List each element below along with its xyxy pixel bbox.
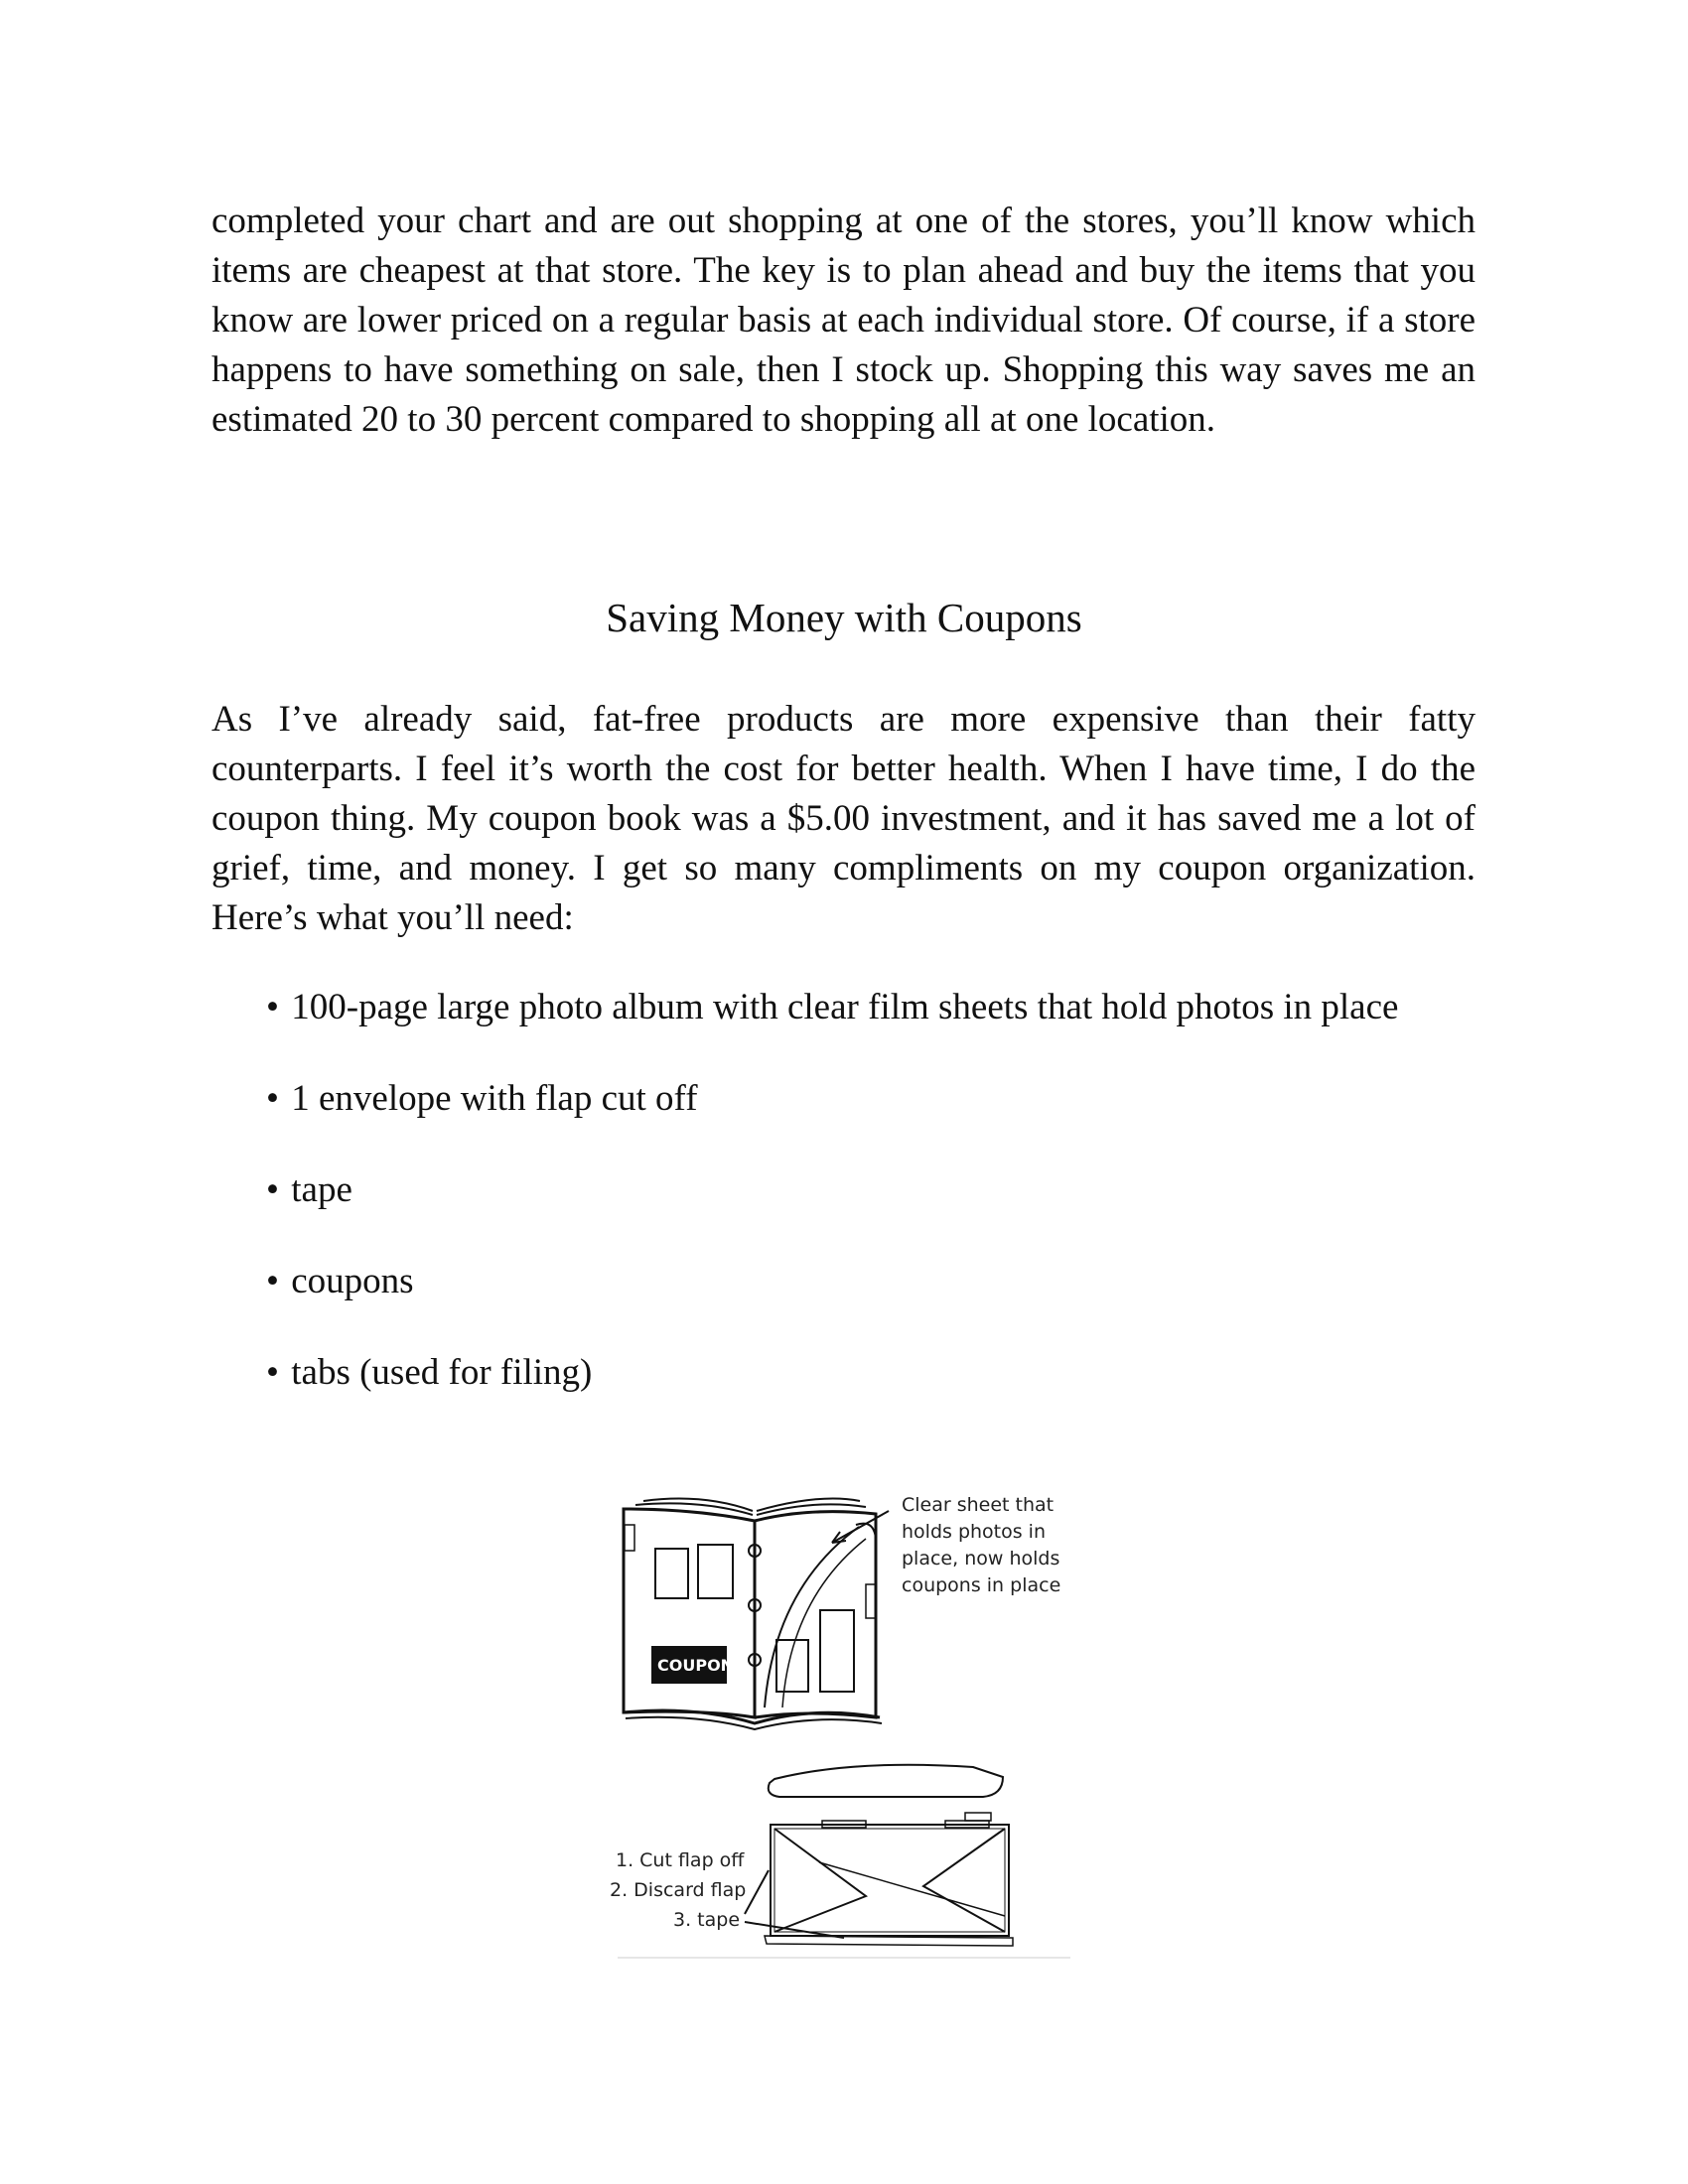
envelope-drawing [745,1765,1013,1946]
envelope-step-3: 3. tape [673,1909,741,1931]
intro-paragraph: completed your chart and are out shopping at one of the stores, you’ll know which items are cheapest at that store. The key is to plan ahead and buy the items that you know are lower priced on a regular basis at each individual store. Of course, if a store happens to have something on sale, then I stock up. Shopping this way saves me an estimated 20 to 30 percent compared to shopping all at one location. [211,201,1476,440]
supplies-list [254,983,1476,1439]
album-callout-line-1: Clear sheet that [902,1494,1055,1516]
list-item [254,1074,1476,1124]
list-item-text: tabs (used for filing) [291,1352,593,1393]
list-item [254,1348,1476,1398]
list-item-text: tape [291,1169,352,1210]
list-item [254,983,1476,1032]
list-item-text: 100-page large photo album with clear film sheets that hold photos in place [291,987,1399,1027]
coupon-paragraph: As I’ve already said, fat-free products are more expensive than their fatty counterparts. I feel it’s worth the cost for better health. When I have time, I do the coupon thing. My coupon book was a $5.00 investment, and it has saved me a lot of grief, time, and money. I get so many compliments on my coupon organization. Here’s what you’ll need: [211,699,1476,938]
envelope-step-2: 2. Discard flap [610,1879,747,1901]
section-title: Saving Money with Coupons [606,595,1082,640]
list-item-text: 1 envelope with flap cut off [291,1078,698,1119]
list-item [254,1257,1476,1306]
album-coupon-label: COUPON [657,1656,735,1675]
bullet-icon: • [266,1169,279,1210]
album-callout-line-2: holds photos in [902,1521,1047,1543]
list-item [254,1165,1476,1215]
bullet-icon: • [266,987,279,1027]
bullet-icon: • [266,1078,279,1119]
callout-arrow-icon [832,1511,889,1543]
coupon-book-illustration [596,1479,1112,1966]
photo-album-drawing [624,1499,882,1729]
bullet-icon: • [266,1352,279,1393]
envelope-step-1: 1. Cut flap off [616,1849,745,1871]
album-callout-line-4: coupons in place [902,1574,1061,1596]
bullet-icon: • [266,1261,279,1301]
album-callout-line-3: place, now holds [902,1548,1060,1570]
list-item-text: coupons [291,1261,414,1301]
